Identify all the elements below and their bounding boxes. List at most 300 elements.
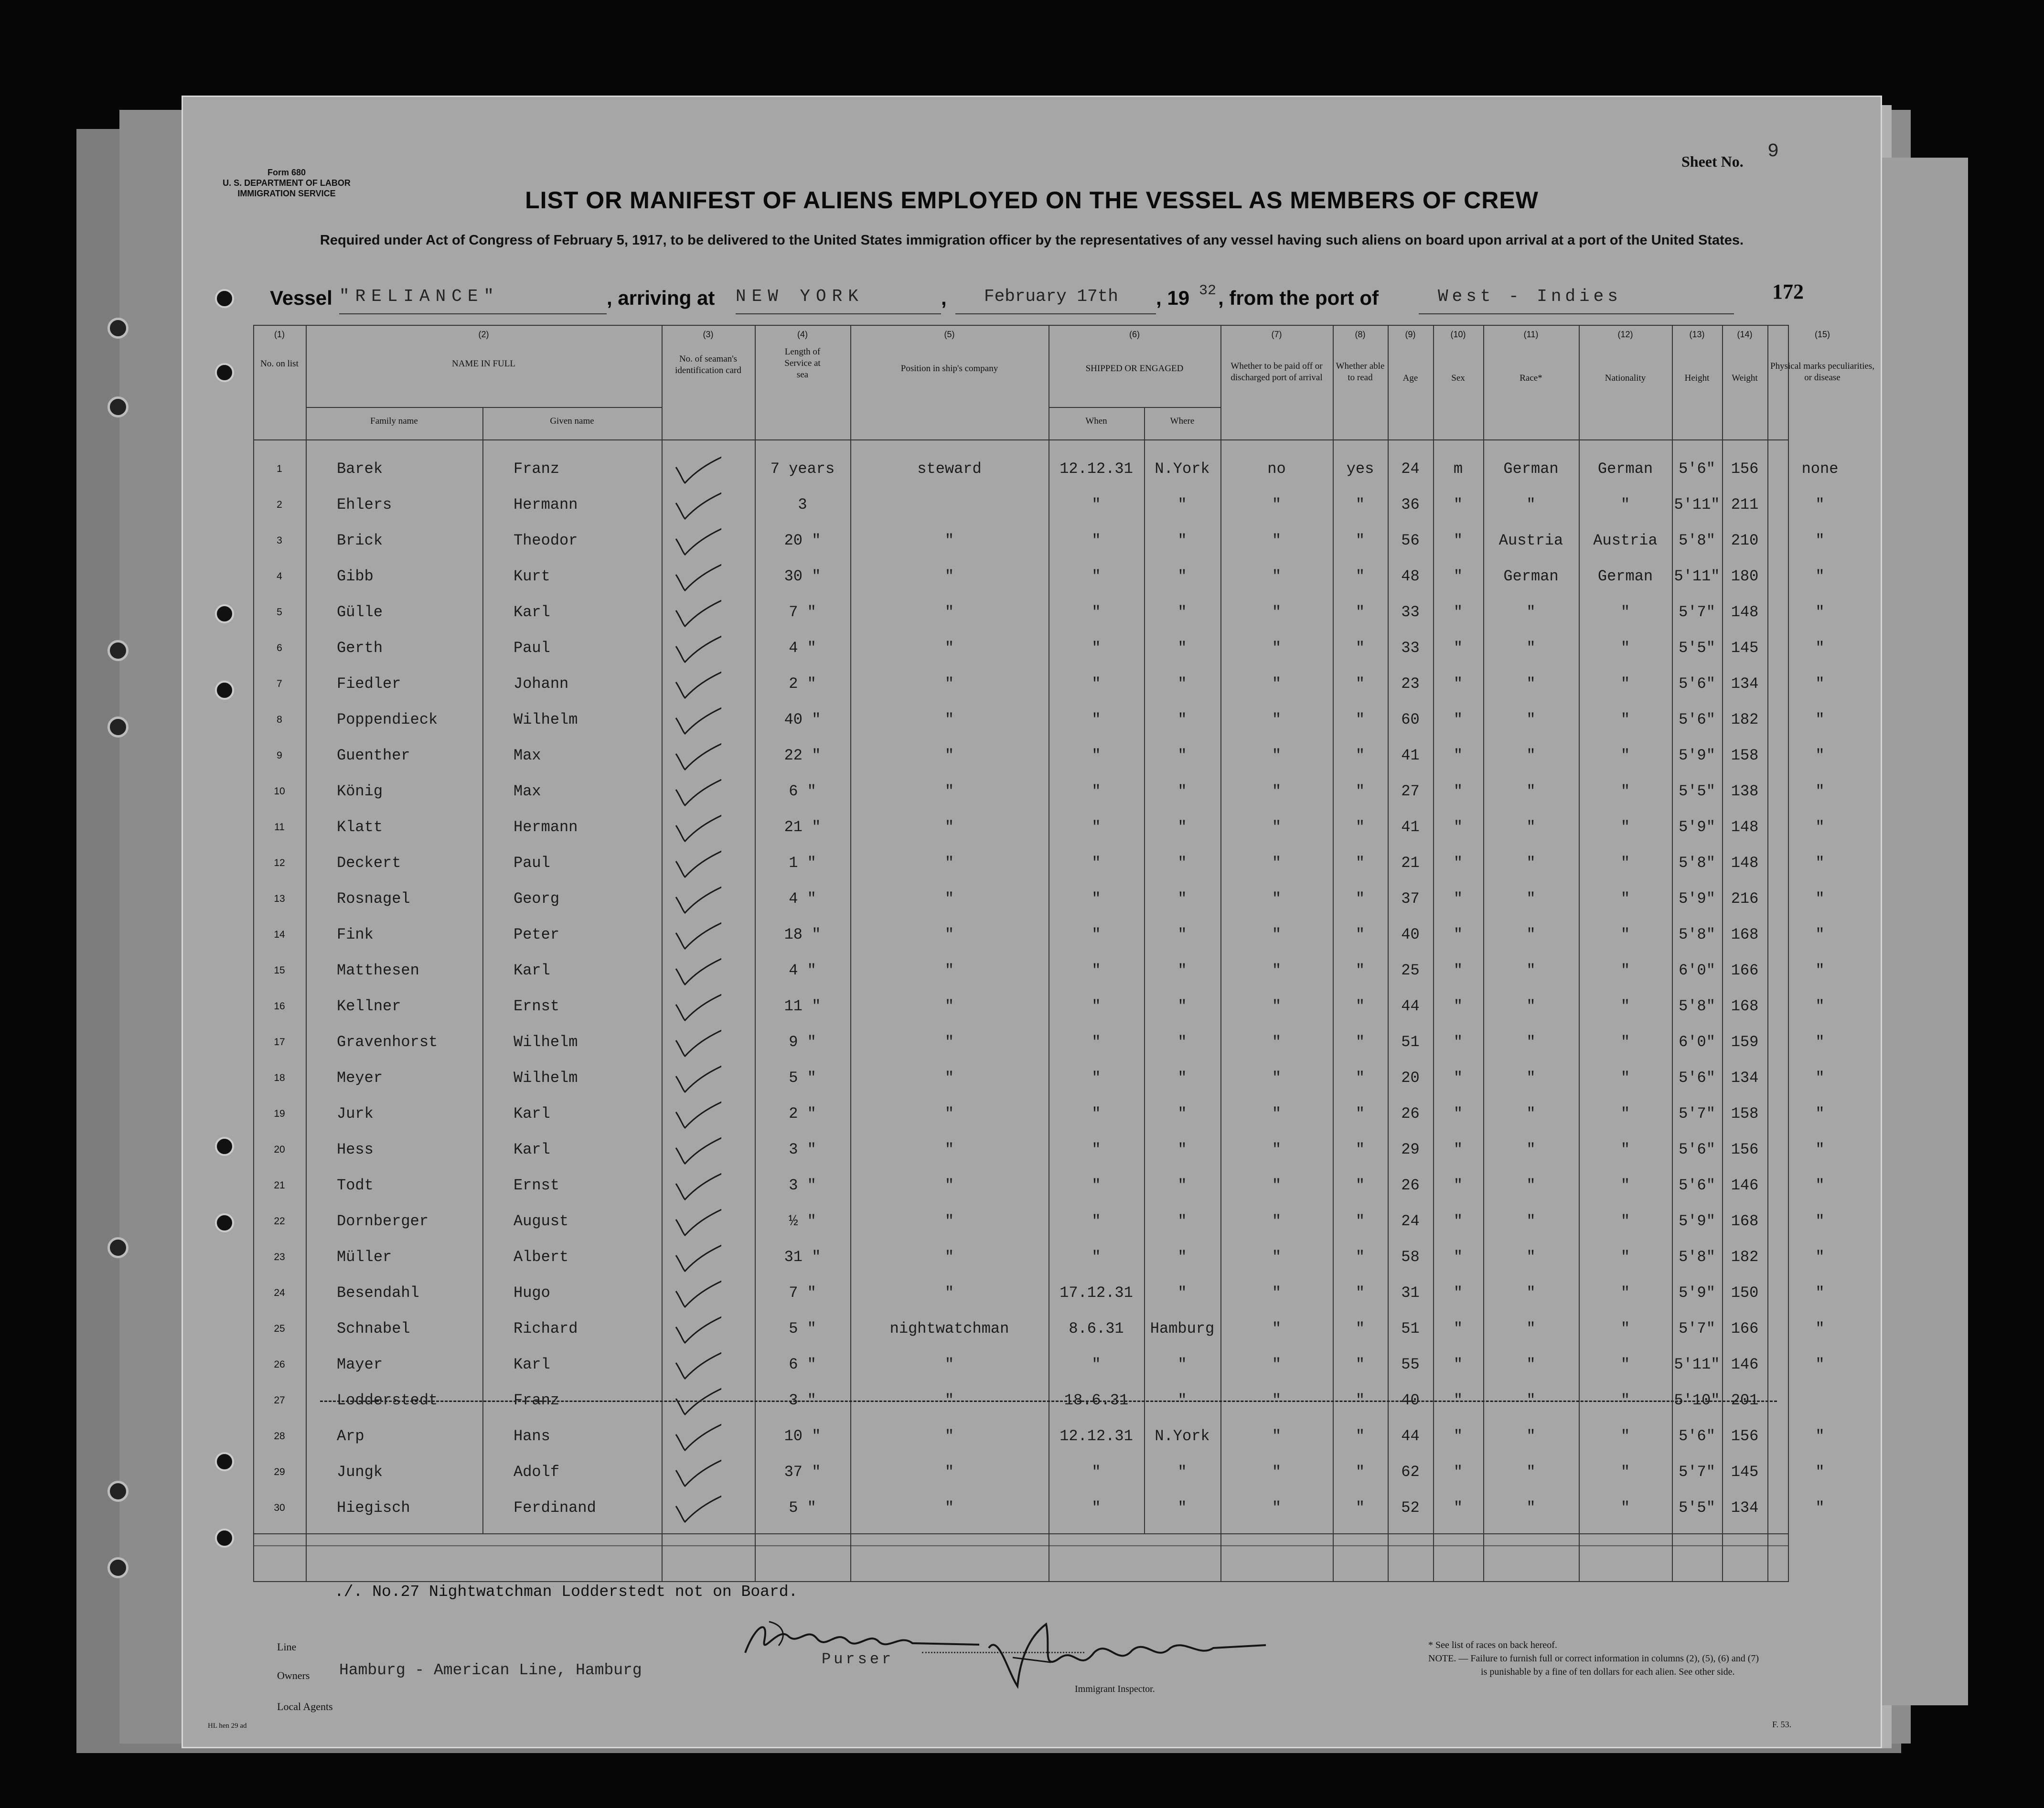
position: ": [944, 1391, 954, 1409]
family-name: Poppendieck: [337, 711, 438, 728]
sex: ": [1453, 1248, 1463, 1266]
paid-off: ": [1272, 1463, 1282, 1481]
height: 5'5": [1679, 1499, 1715, 1517]
weight: 148: [1731, 854, 1759, 872]
punch-hole: [107, 1481, 128, 1502]
able-to-read: ": [1355, 1212, 1365, 1230]
age: 40: [1401, 926, 1420, 943]
shipped-where: ": [1177, 962, 1187, 979]
column-number: (10): [1450, 330, 1466, 339]
able-to-read: ": [1355, 639, 1365, 657]
height: 5'6": [1679, 1141, 1715, 1158]
column-number: (7): [1271, 330, 1282, 339]
able-to-read: ": [1355, 532, 1365, 549]
height: 5'6": [1679, 1069, 1715, 1087]
paid-off: ": [1272, 782, 1282, 800]
family-name: Gerth: [337, 639, 383, 657]
given-name: Adolf: [514, 1463, 560, 1481]
shipped-when: ": [1092, 1069, 1101, 1087]
column-header-shipped: SHIPPED OR ENGAGED: [1085, 364, 1184, 374]
shipped-where: ": [1177, 854, 1187, 872]
position: ": [944, 603, 954, 621]
race: ": [1526, 1105, 1536, 1123]
sex: ": [1453, 890, 1463, 908]
column-subheader-family: Family name: [370, 416, 418, 426]
column-number: (9): [1405, 330, 1416, 339]
physical-marks: ": [1815, 532, 1825, 549]
check-mark-icon: [674, 993, 721, 1021]
shipped-where: ": [1177, 997, 1187, 1015]
table-row: [253, 845, 1825, 881]
given-name: Peter: [514, 926, 560, 943]
physical-marks: ": [1815, 890, 1825, 908]
position: ": [944, 747, 954, 764]
column-subheader-given: Given name: [550, 416, 594, 426]
check-mark-icon: [674, 813, 721, 842]
height: 5'6": [1679, 711, 1715, 728]
sex: ": [1453, 1141, 1463, 1158]
shipped-when: ": [1092, 711, 1101, 728]
able-to-read: ": [1355, 1177, 1365, 1194]
family-name: Müller: [337, 1248, 392, 1266]
paid-off: ": [1272, 532, 1282, 549]
age: 40: [1401, 1391, 1420, 1409]
year-prefix: , 19: [1156, 287, 1190, 309]
sex: ": [1453, 1391, 1463, 1409]
table-row: [253, 1455, 1825, 1490]
paid-off: ": [1272, 854, 1282, 872]
race: German: [1503, 567, 1559, 585]
nationality: ": [1620, 1284, 1630, 1302]
family-name: Fink: [337, 926, 374, 943]
table-row: [253, 810, 1825, 845]
row-number: 9: [277, 750, 282, 761]
physical-marks: ": [1815, 1212, 1825, 1230]
paid-off: ": [1272, 1105, 1282, 1123]
family-name: Todt: [337, 1177, 374, 1194]
race: ": [1526, 854, 1536, 872]
check-mark-icon: [674, 455, 721, 484]
given-name: Johann: [514, 675, 569, 693]
position: ": [944, 1069, 954, 1087]
position: ": [944, 532, 954, 549]
physical-marks: ": [1815, 747, 1825, 764]
shipped-where: ": [1177, 1177, 1187, 1194]
given-name: Ernst: [514, 1177, 560, 1194]
inspector-label: Immigrant Inspector.: [1075, 1684, 1155, 1694]
age: 51: [1401, 1320, 1420, 1337]
paid-off: ": [1272, 1499, 1282, 1517]
weight: 168: [1731, 926, 1759, 943]
physical-marks: ": [1815, 1105, 1825, 1123]
check-mark-icon: [674, 1423, 721, 1451]
race: ": [1526, 890, 1536, 908]
column-header-service: Length of Service at sea: [784, 347, 821, 380]
paid-off: ": [1272, 567, 1282, 585]
shipped-when: ": [1092, 782, 1101, 800]
shipped-when: ": [1092, 1499, 1101, 1517]
race: ": [1526, 1320, 1536, 1337]
length-of-service: 6 ": [789, 1356, 816, 1373]
race: German: [1503, 460, 1559, 478]
table-row: [253, 774, 1825, 809]
given-name: Karl: [514, 1141, 550, 1158]
physical-marks: ": [1815, 782, 1825, 800]
nationality: ": [1620, 639, 1630, 657]
paid-off: ": [1272, 1141, 1282, 1158]
physical-marks: ": [1815, 711, 1825, 728]
row-number: 8: [277, 714, 282, 725]
check-mark-icon: [674, 706, 721, 735]
physical-marks: ": [1815, 1356, 1825, 1373]
race: ": [1526, 1177, 1536, 1194]
nationality: ": [1620, 997, 1630, 1015]
shipped-when: ": [1092, 818, 1101, 836]
sex: ": [1453, 1069, 1463, 1087]
age: 26: [1401, 1177, 1420, 1194]
shipped-where: N.York: [1155, 460, 1210, 478]
shipped-when: ": [1092, 532, 1101, 549]
able-to-read: ": [1355, 1141, 1365, 1158]
given-name: Wilhelm: [514, 1033, 578, 1051]
check-mark-icon: [674, 1064, 721, 1093]
age: 24: [1401, 460, 1420, 478]
position: ": [944, 1033, 954, 1051]
paid-off: no: [1267, 460, 1286, 478]
column-header-paid-off: Whether to be paid off or discharged port of arrival: [1231, 361, 1323, 383]
nationality: ": [1620, 1320, 1630, 1337]
check-mark-icon: [674, 1494, 721, 1523]
height: 5'8": [1679, 854, 1715, 872]
sex: ": [1453, 854, 1463, 872]
column-number: (3): [703, 330, 714, 339]
position: ": [944, 782, 954, 800]
weight: 146: [1731, 1356, 1759, 1373]
family-name: Arp: [337, 1427, 364, 1445]
column-number: (14): [1737, 330, 1753, 339]
length-of-service: 3: [798, 496, 807, 514]
weight: 156: [1731, 1141, 1759, 1158]
column-number: (4): [797, 330, 808, 339]
physical-marks: ": [1815, 496, 1825, 514]
punch-hole: [107, 640, 128, 661]
race: ": [1526, 1141, 1536, 1158]
punch-hole: [215, 1213, 234, 1232]
age: 41: [1401, 818, 1420, 836]
check-mark-icon: [674, 957, 721, 985]
owners-label: Owners: [277, 1669, 310, 1681]
race: Austria: [1498, 532, 1563, 549]
height: 5'9": [1679, 747, 1715, 764]
length-of-service: 3 ": [789, 1391, 816, 1409]
line-label: Line: [277, 1641, 297, 1653]
check-mark-icon: [674, 491, 721, 520]
column-header-weight: Weight: [1732, 373, 1758, 383]
weight: 182: [1731, 1248, 1759, 1266]
given-name: Karl: [514, 1356, 550, 1373]
position: ": [944, 1141, 954, 1158]
age: 52: [1401, 1499, 1420, 1517]
column-header-position: Position in ship's company: [900, 364, 998, 374]
manifest-sheet: [182, 96, 1882, 1748]
paid-off: ": [1272, 926, 1282, 943]
position: ": [944, 1356, 954, 1373]
family-name: Guenther: [337, 747, 410, 764]
nationality: ": [1620, 1391, 1630, 1409]
age: 31: [1401, 1284, 1420, 1302]
race: ": [1526, 747, 1536, 764]
weight: 201: [1731, 1391, 1759, 1409]
document-subtitle: Required under Act of Congress of February 5, 1917, to be delivered to the United States immigration officer by the representatives of any vessel having such aliens on board upon arrival at a port of the United States.: [320, 233, 1744, 248]
check-mark-icon: [674, 1100, 721, 1129]
shipped-when: ": [1092, 926, 1101, 943]
check-mark-icon: [674, 1351, 721, 1380]
paid-off: ": [1272, 603, 1282, 621]
family-name: Lodderstedt: [337, 1391, 438, 1409]
nationality: ": [1620, 1212, 1630, 1230]
given-name: Karl: [514, 1105, 550, 1123]
length-of-service: ½ ": [789, 1212, 816, 1230]
shipped-when: ": [1092, 639, 1101, 657]
shipped-when: ": [1092, 1463, 1101, 1481]
column-header-height: Height: [1684, 373, 1710, 383]
height: 5'6": [1679, 675, 1715, 693]
physical-marks: ": [1815, 639, 1825, 657]
column-number: (1): [274, 330, 285, 339]
family-name: Rosnagel: [337, 890, 410, 908]
height: 5'7": [1679, 1320, 1715, 1337]
shipped-when: ": [1092, 1177, 1101, 1194]
able-to-read: ": [1355, 926, 1365, 943]
family-name: Fiedler: [337, 675, 401, 693]
weight: 145: [1731, 639, 1759, 657]
family-name: Gülle: [337, 603, 383, 621]
race: ": [1526, 639, 1536, 657]
column-number: (15): [1814, 330, 1830, 339]
sex: ": [1453, 675, 1463, 693]
punch-hole: [107, 1237, 128, 1258]
check-mark-icon: [674, 1243, 721, 1272]
age: 26: [1401, 1105, 1420, 1123]
height: 5'9": [1679, 818, 1715, 836]
weight: 134: [1731, 1069, 1759, 1087]
race: ": [1526, 962, 1536, 979]
header-rule: [253, 439, 1789, 440]
column-header-sex: Sex: [1451, 373, 1465, 383]
length-of-service: 18 ": [784, 926, 821, 943]
check-mark-icon: [674, 885, 721, 914]
age: 44: [1401, 1427, 1420, 1445]
row-number: 13: [274, 893, 285, 904]
shipped-when: 8.6.31: [1069, 1320, 1124, 1337]
paid-off: ": [1272, 818, 1282, 836]
arrival-date: February 17th: [955, 287, 1156, 314]
sex: ": [1453, 1427, 1463, 1445]
nationality: ": [1620, 1141, 1630, 1158]
nationality: ": [1620, 1105, 1630, 1123]
shipped-where: Hamburg: [1150, 1320, 1215, 1337]
age: 41: [1401, 747, 1420, 764]
column-header-no: No. on list: [260, 359, 299, 369]
paid-off: ": [1272, 639, 1282, 657]
weight: 168: [1731, 1212, 1759, 1230]
position: ": [944, 675, 954, 693]
family-name: Hess: [337, 1141, 374, 1158]
race: ": [1526, 818, 1536, 836]
family-name: Barek: [337, 460, 383, 478]
race: ": [1526, 1069, 1536, 1087]
sex: ": [1453, 997, 1463, 1015]
physical-marks: ": [1815, 997, 1825, 1015]
paid-off: ": [1272, 675, 1282, 693]
check-mark-icon: [674, 849, 721, 878]
length-of-service: 4 ": [789, 962, 816, 979]
family-name: Kellner: [337, 997, 401, 1015]
nationality: ": [1620, 496, 1630, 514]
physical-marks: [1767, 1383, 1873, 1418]
age: 62: [1401, 1463, 1420, 1481]
from-port-label: , from the port of: [1218, 287, 1379, 309]
row-number: 17: [274, 1037, 285, 1048]
shipped-when: ": [1092, 1105, 1101, 1123]
table-row: [253, 702, 1825, 738]
height: 5'11": [1674, 567, 1720, 585]
check-mark-icon: [674, 742, 721, 770]
height: 5'8": [1679, 926, 1715, 943]
physical-marks: ": [1815, 1033, 1825, 1051]
punch-hole: [107, 318, 128, 339]
weight: 138: [1731, 782, 1759, 800]
length-of-service: 21 ": [784, 818, 821, 836]
shipped-where: ": [1177, 890, 1187, 908]
row-number: 30: [274, 1502, 285, 1513]
punch-hole: [215, 1452, 234, 1471]
weight: 150: [1731, 1284, 1759, 1302]
nationality: ": [1620, 962, 1630, 979]
length-of-service: 10 ": [784, 1427, 821, 1445]
shipped-when: 17.12.31: [1059, 1284, 1133, 1302]
row-number: 5: [277, 607, 282, 618]
age: 33: [1401, 603, 1420, 621]
check-mark-icon: [674, 1315, 721, 1344]
column-header-name: NAME IN FULL: [452, 359, 515, 369]
position: ": [944, 1248, 954, 1266]
race: ": [1526, 1391, 1536, 1409]
department-name: U. S. DEPARTMENT OF LABOR: [223, 178, 351, 188]
family-name: Ehlers: [337, 496, 392, 514]
length-of-service: 6 ": [789, 782, 816, 800]
age: 58: [1401, 1248, 1420, 1266]
table-row: [253, 738, 1825, 773]
family-name: Meyer: [337, 1069, 383, 1087]
length-of-service: 40 ": [784, 711, 821, 728]
shipped-when: ": [1092, 1248, 1101, 1266]
weight: 156: [1731, 460, 1759, 478]
form-number: Form 680: [267, 168, 306, 177]
given-name: Paul: [514, 854, 550, 872]
race: ": [1526, 1427, 1536, 1445]
nationality: ": [1620, 711, 1630, 728]
shipped-where: ": [1177, 1499, 1187, 1517]
nationality: ": [1620, 1427, 1630, 1445]
position: ": [944, 1212, 954, 1230]
row-number: 4: [277, 571, 282, 582]
length-of-service: 11 ": [784, 997, 821, 1015]
row-number: 21: [274, 1180, 285, 1191]
family-name: Schnabel: [337, 1320, 410, 1337]
name-subheader-rule: [306, 407, 662, 408]
weight: 180: [1731, 567, 1759, 585]
race: ": [1526, 1212, 1536, 1230]
column-subheader-when: When: [1085, 416, 1107, 426]
length-of-service: 7 ": [789, 1284, 816, 1302]
physical-marks: ": [1815, 1284, 1825, 1302]
able-to-read: ": [1355, 1427, 1365, 1445]
weight: 182: [1731, 711, 1759, 728]
physical-marks: ": [1815, 1320, 1825, 1337]
height: 5'7": [1679, 603, 1715, 621]
sex: ": [1453, 1320, 1463, 1337]
column-header-marks: Physical marks peculiarities, or disease: [1770, 361, 1874, 383]
row-number: 15: [274, 965, 285, 976]
position: ": [944, 890, 954, 908]
family-name: Klatt: [337, 818, 383, 836]
height: 5'9": [1679, 1284, 1715, 1302]
check-mark-icon: [674, 1458, 721, 1487]
position: ": [944, 711, 954, 728]
column-header-card: No. of seaman's identification card: [675, 354, 741, 375]
shipped-where: ": [1177, 1284, 1187, 1302]
shipped-where: ": [1177, 1033, 1187, 1051]
physical-marks: ": [1815, 818, 1825, 836]
weight: 134: [1731, 675, 1759, 693]
height: 5'6": [1679, 1177, 1715, 1194]
shipped-where: ": [1177, 1248, 1187, 1266]
weight: 158: [1731, 747, 1759, 764]
shipped-where: ": [1177, 1212, 1187, 1230]
nationality: ": [1620, 1033, 1630, 1051]
shipped-where: ": [1177, 532, 1187, 549]
height: 5'6": [1679, 460, 1715, 478]
race: ": [1526, 1463, 1536, 1481]
table-bottom-rule: [253, 1545, 1789, 1546]
age: 24: [1401, 1212, 1420, 1230]
check-mark-icon: [674, 670, 721, 699]
sex: ": [1453, 639, 1463, 657]
age: 23: [1401, 675, 1420, 693]
able-to-read: ": [1355, 1069, 1365, 1087]
column-number: (2): [478, 330, 489, 339]
strike-through-line: [320, 1401, 1777, 1402]
sex: ": [1453, 782, 1463, 800]
check-mark-icon: [674, 1208, 721, 1236]
sex: ": [1453, 1105, 1463, 1123]
shipped-subheader-rule: [1049, 407, 1220, 408]
table-row: [253, 559, 1825, 594]
paid-off: ": [1272, 890, 1282, 908]
able-to-read: ": [1355, 1105, 1365, 1123]
vessel-name: "RELIANCE": [339, 287, 607, 314]
check-mark-icon: [674, 921, 721, 950]
row-number: 6: [277, 642, 282, 653]
length-of-service: 3 ": [789, 1141, 816, 1158]
table-row: [253, 451, 1839, 487]
shipped-when: 12.12.31: [1059, 1427, 1133, 1445]
able-to-read: ": [1355, 1463, 1365, 1481]
family-name: Deckert: [337, 854, 401, 872]
physical-marks: ": [1815, 603, 1825, 621]
shipped-when: ": [1092, 890, 1101, 908]
